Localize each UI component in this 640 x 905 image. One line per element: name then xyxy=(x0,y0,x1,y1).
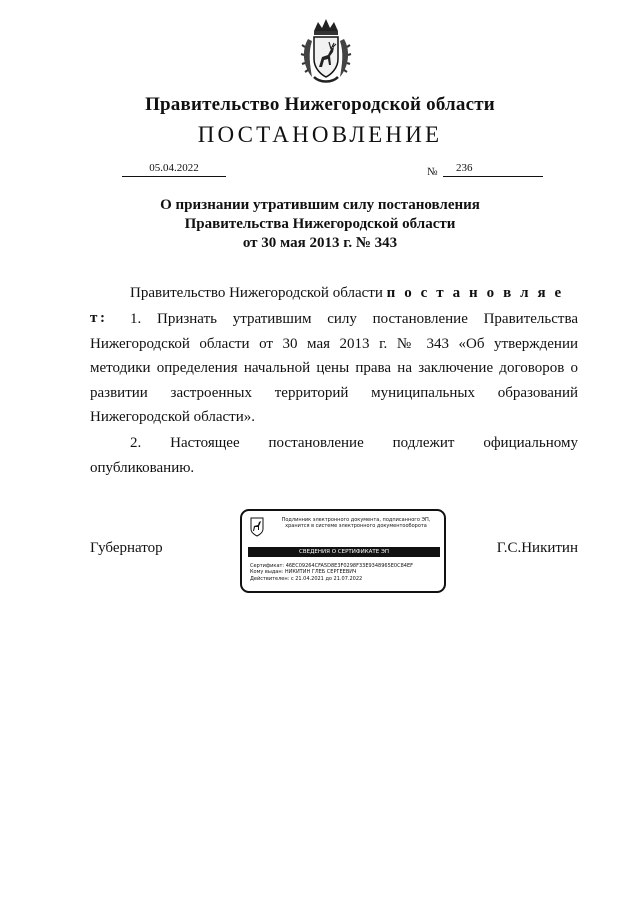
signatory-name: Г.С.Никитин xyxy=(496,540,578,556)
stamp-header-line: хранится в системе электронного документооборота xyxy=(285,523,427,529)
decree-word: п о с т а н о в л я е т: xyxy=(90,285,564,326)
stamp-validity: Действителен: с 21.04.2021 до 21.07.2022 xyxy=(250,575,363,582)
subject-line: от 30 мая 2013 г. № 343 xyxy=(242,235,398,251)
document-number-field xyxy=(443,162,543,177)
stamp-header xyxy=(268,517,444,529)
stamp-certificate: Сертификат: 46EC09264CFA5D8E3F0298F33E9348965E0C84EF xyxy=(250,563,413,569)
organization-title: Правительство Нижегородской области xyxy=(145,94,495,115)
electronic-signature-stamp xyxy=(240,509,446,593)
document-number: 236 xyxy=(456,162,473,174)
subject-line: Правительства Нижегородской области xyxy=(184,216,456,232)
paragraph-2: 2. Настоящее постановление подлежит официальному опубликованию. xyxy=(90,435,578,476)
document-type: ПОСТАНОВЛЕНИЕ xyxy=(197,122,443,147)
paragraph-1: 1. Признать утратившим силу постановление Правительства Нижегородской области от 30 мая 2013 г. № 343 «Об утверждении методики определения начальной цены права на заключение договоров о развитии застроенных территорий муниципальных образований Нижегородской области». xyxy=(90,311,578,425)
document-date: 05.04.2022 xyxy=(122,162,226,177)
number-sign: № xyxy=(427,166,438,178)
subject-line: О признании утратившим силу постановления xyxy=(160,197,480,213)
stamp-title-bar: СВЕДЕНИЯ О СЕРТИФИКАТЕ ЭП xyxy=(248,547,440,557)
document-subject xyxy=(0,196,640,253)
stamp-details xyxy=(250,563,444,582)
coat-of-arms-icon xyxy=(300,17,352,85)
decree-intro-text: Правительство Нижегородской области xyxy=(130,285,387,301)
signatory-position: Губернатор xyxy=(90,540,163,556)
stamp-header-line: Подлинник электронного документа, подписанного ЭП, xyxy=(281,517,431,523)
deer-shield-icon xyxy=(250,517,264,537)
stamp-issued-to: Кому выдан: НИКИТИН ГЛЕБ СЕРГЕЕВИЧ xyxy=(250,569,357,576)
